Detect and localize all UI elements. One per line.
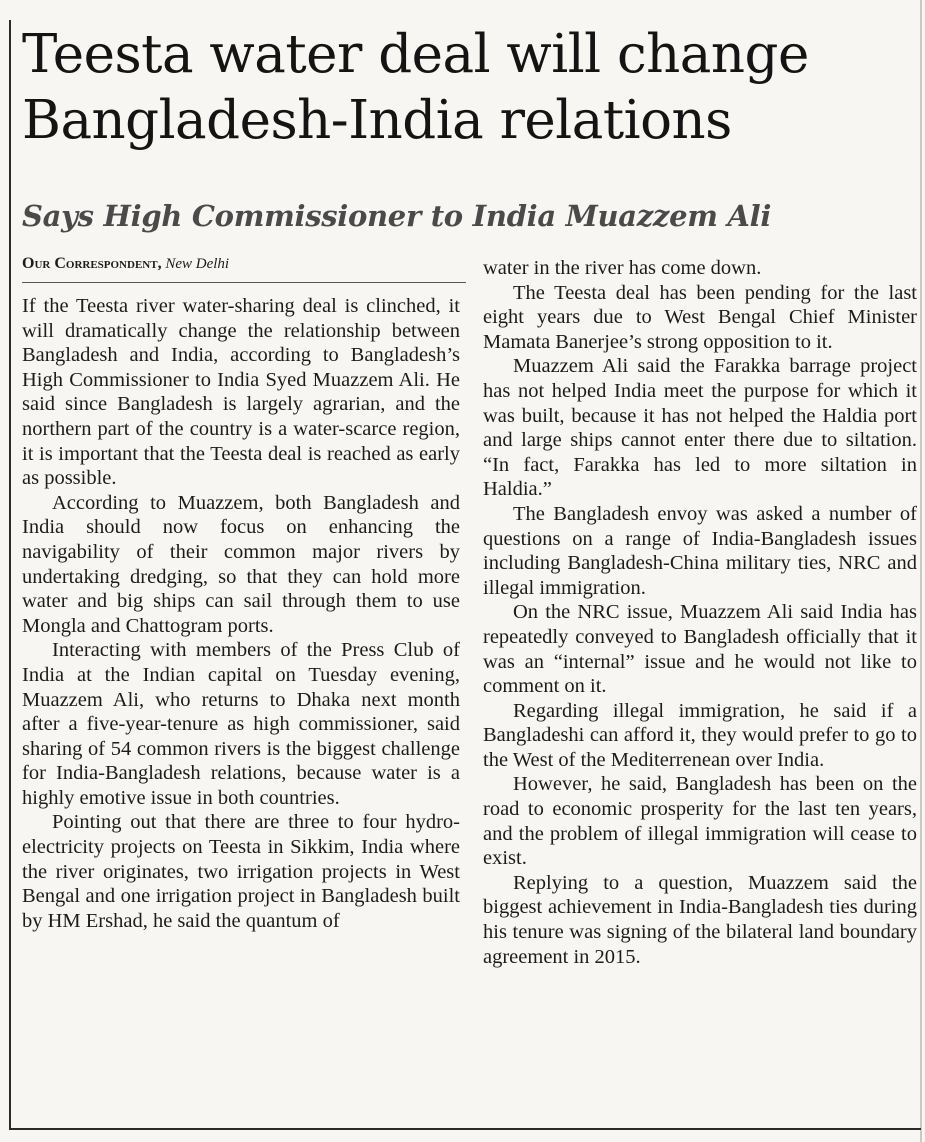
paragraph: If the Teesta river water-sharing deal is clinched, it will dramatically change the relationship between Bangladesh and India, according to Bangladesh’s High Commissioner to India Syed Muazzem Ali. He said since Bangladesh is largely agrarian, and the northern part of the country is a water-scarce region, it is important that the Teesta deal is reached as early as possible.	[22, 295, 460, 490]
paragraph: Replying to a question, Muazzem said the biggest achievement in India-Bangladesh ties during his tenure was signing of the bilateral land boundary agreement in 2015.	[483, 871, 917, 968]
article-column-right	[483, 256, 917, 969]
right-edge-rule	[920, 0, 922, 1142]
bottom-rule	[9, 1128, 921, 1130]
paragraph: However, he said, Bangladesh has been on the road to economic prosperity for the last ten years, and the problem of illegal immigration will cease to exist.	[483, 773, 917, 870]
byline	[22, 254, 462, 274]
paragraph: The Bangladesh envoy was asked a number of questions on a range of India-Bangladesh issues including Bangladesh-China military ties, NRC and illegal immigration.	[483, 502, 917, 599]
paragraph: On the NRC issue, Muazzem Ali said India has repeatedly conveyed to Bangladesh officially that it was an “internal” issue and he would not like to comment on it.	[483, 601, 917, 698]
paragraph: The Teesta deal has been pending for the last eight years due to West Bengal Chief Minister Mamata Banerjee’s strong opposition to it.	[483, 281, 917, 353]
left-column-rule	[9, 20, 11, 1128]
headline: Teesta water deal will change Bangladesh-India relations	[22, 24, 809, 151]
paragraph: Interacting with members of the Press Club of India at the Indian capital on Tuesday evening, Muazzem Ali, who returns to Dhaka next month after a five-year-tenure as high commissioner, said sharing of 54 common rivers is the biggest challenge for India-Bangladesh relations, because water is a highly emotive issue in both countries.	[22, 639, 460, 809]
paragraph: Regarding illegal immigration, he said if a Bangladeshi can afford it, they would prefer to go to the West of the Mediterrenean over India.	[483, 699, 917, 771]
paragraph: Pointing out that there are three to four hydro-electricity projects on Teesta in Sikkim, India where the river originates, two irrigation projects in West Bengal and one irrigation project in Bangladesh built by HM Ershad, he said the quantum of	[22, 811, 460, 932]
byline-divider	[22, 282, 466, 283]
byline-location: New Delhi	[165, 256, 230, 272]
subheadline: Says High Commissioner to India Muazzem Ali	[22, 199, 772, 233]
paragraph: Muazzem Ali said the Farakka barrage project has not helped India meet the purpose for which it was built, because it has not helped the Haldia port and large ships cannot enter there due to siltation. “In fact, Farakka has led to more siltation in Haldia.”	[483, 355, 917, 501]
paragraph: water in the river has come down.	[483, 257, 762, 279]
byline-correspondent: Our Correspondent,	[22, 255, 162, 272]
article-column-left	[22, 294, 460, 933]
paragraph: According to Muazzem, both Bangladesh and India should now focus on enhancing the navigability of their common major rivers by undertaking dredging, so that they can hold more water and big ships can sail through them to use Mongla and Chattogram ports.	[22, 491, 460, 637]
